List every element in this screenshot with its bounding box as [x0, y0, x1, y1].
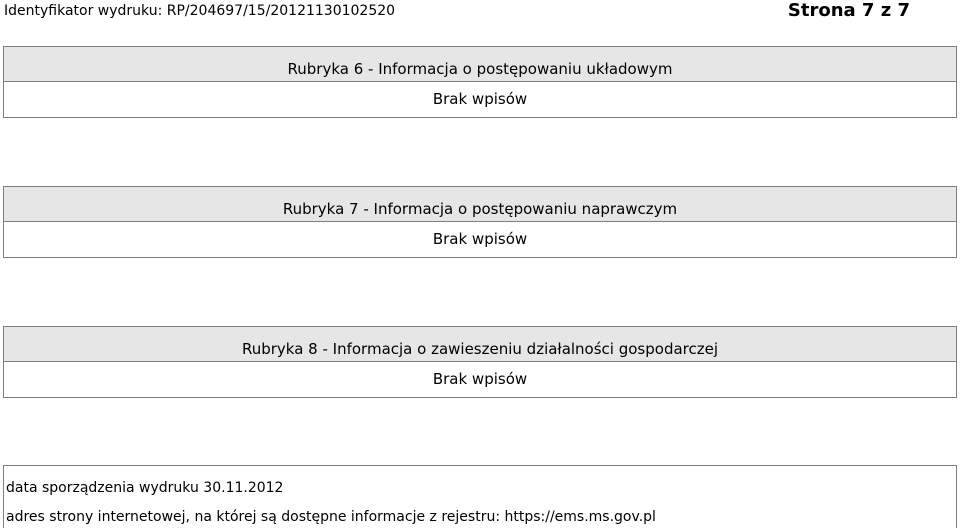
section-rubryka-7: [3, 186, 957, 258]
page-number: Strona 7 z 7: [787, 0, 910, 21]
section-body: Brak wpisów: [432, 370, 528, 388]
section-body: Brak wpisów: [432, 90, 528, 108]
section-title: Rubryka 7 - Informacja o postępowaniu naprawczym: [4, 187, 956, 222]
generated-date: data sporządzenia wydruku 30.11.2012: [6, 480, 284, 496]
section-body: Brak wpisów: [432, 230, 528, 248]
footer: [3, 465, 957, 528]
section-rubryka-8: [3, 326, 957, 398]
section-title: Rubryka 8 - Informacja o zawieszeniu działalności gospodarczej: [4, 327, 956, 362]
registry-address: adres strony internetowej, na której są dostępne informacje z rejestru: https://ems.ms.gov.pl: [6, 509, 656, 525]
section-rubryka-6: [3, 46, 957, 118]
section-title: Rubryka 6 - Informacja o postępowaniu układowym: [4, 47, 956, 82]
print-identifier: Identyfikator wydruku: RP/204697/15/20121130102520: [4, 3, 396, 19]
